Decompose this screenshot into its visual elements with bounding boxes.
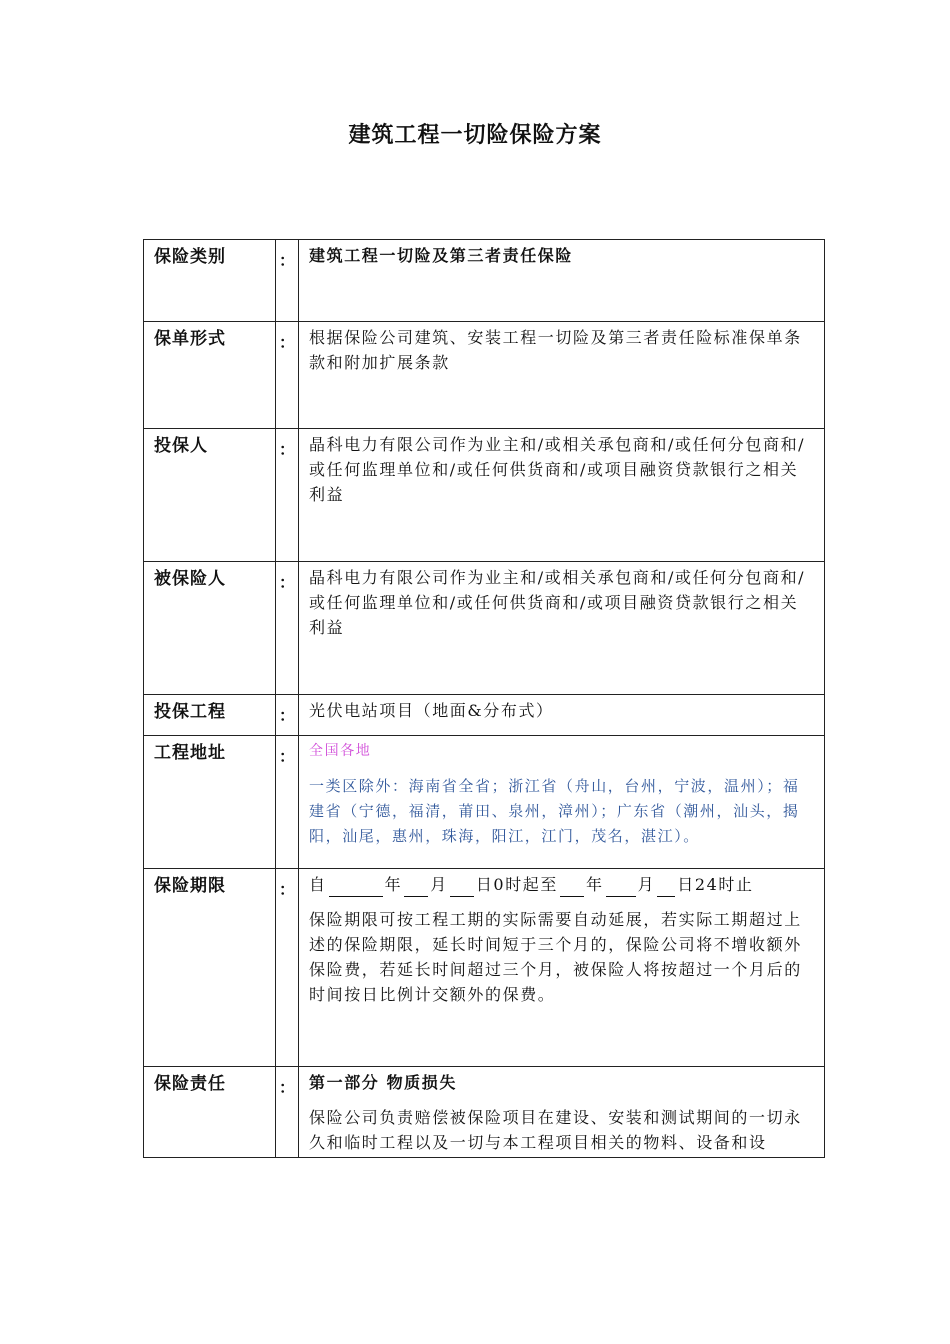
row-project xyxy=(144,695,825,736)
period-from: 自 xyxy=(309,875,327,894)
label-period: 保险期限 xyxy=(144,869,276,1067)
blank-start-month xyxy=(404,880,428,897)
colon: ： xyxy=(276,429,299,562)
address-exclusion-note: 一类区除外：海南省全省；浙江省（舟山，台州，宁波，温州）；福建省（宁德，福清，莆田、泉州，漳州）；广东省（潮州，汕头，揭阳，汕尾，惠州，珠海，阳江，江门，茂名，湛江）。 xyxy=(309,777,800,845)
label-category: 保险类别 xyxy=(144,240,276,322)
colon: ： xyxy=(276,240,299,322)
blank-end-day xyxy=(657,880,675,897)
period-start-time: 日0时起至 xyxy=(475,875,559,894)
blank-end-year xyxy=(560,880,584,897)
colon: ： xyxy=(276,322,299,429)
label-address: 工程地址 xyxy=(144,736,276,869)
label-insured: 被保险人 xyxy=(144,562,276,695)
value-applicant: 晶科电力有限公司作为业主和/或相关承包商和/或任何分包商和/或任何监理单位和/或任何供货商和/或项目融资贷款银行之相关利益 xyxy=(299,429,825,562)
period-month: 月 xyxy=(430,875,448,894)
colon: ： xyxy=(276,1067,299,1158)
row-category xyxy=(144,240,825,322)
period-year: 年 xyxy=(384,875,403,894)
period-note: 保险期限可按工程工期的实际需要自动延展，若实际工期超过上述的保险期限，延长时间短于三个月的，保险公司将不增收额外保险费，若延长时间超过三个月，被保险人将按超过一个月后的时间按日比例计交额外的保费。 xyxy=(309,910,802,1004)
row-policy-form xyxy=(144,322,825,429)
liability-section-title: 第一部分 物质损失 xyxy=(309,1073,457,1092)
row-insured xyxy=(144,562,825,695)
colon: ： xyxy=(276,736,299,869)
row-liability xyxy=(144,1067,825,1158)
period-end-time: 日24时止 xyxy=(677,875,754,894)
label-policy-form: 保单形式 xyxy=(144,322,276,429)
blank-end-month xyxy=(606,880,636,897)
period-date-line xyxy=(309,872,814,897)
value-liability xyxy=(299,1067,825,1158)
row-applicant xyxy=(144,429,825,562)
value-category: 建筑工程一切险及第三者责任保险 xyxy=(299,240,825,322)
period-end-month: 月 xyxy=(637,875,656,894)
row-period xyxy=(144,869,825,1067)
label-project: 投保工程 xyxy=(144,695,276,736)
label-liability: 保险责任 xyxy=(144,1067,276,1158)
row-address xyxy=(144,736,825,869)
value-period xyxy=(299,869,825,1067)
value-project: 光伏电站项目（地面&分布式） xyxy=(299,695,825,736)
value-address xyxy=(299,736,825,869)
liability-text: 保险公司负责赔偿被保险项目在建设、安装和测试期间的一切永久和临时工程以及一切与本工程项目相关的物料、设备和设 xyxy=(309,1108,802,1152)
colon: ： xyxy=(276,562,299,695)
value-policy-form: 根据保险公司建筑、安装工程一切险及第三者责任险标准保单条款和附加扩展条款 xyxy=(299,322,825,429)
period-end-year: 年 xyxy=(586,875,604,894)
insurance-plan-table xyxy=(143,239,825,1158)
blank-start-day xyxy=(450,880,474,897)
document-title: 建筑工程一切险保险方案 xyxy=(348,122,602,148)
blank-start-year xyxy=(329,880,383,897)
value-insured: 晶科电力有限公司作为业主和/或相关承包商和/或任何分包商和/或任何监理单位和/或任何供货商和/或项目融资贷款银行之相关利益 xyxy=(299,562,825,695)
label-applicant: 投保人 xyxy=(144,429,276,562)
colon: ： xyxy=(276,695,299,736)
colon: ： xyxy=(276,869,299,1067)
address-main: 全国各地 xyxy=(309,743,372,759)
